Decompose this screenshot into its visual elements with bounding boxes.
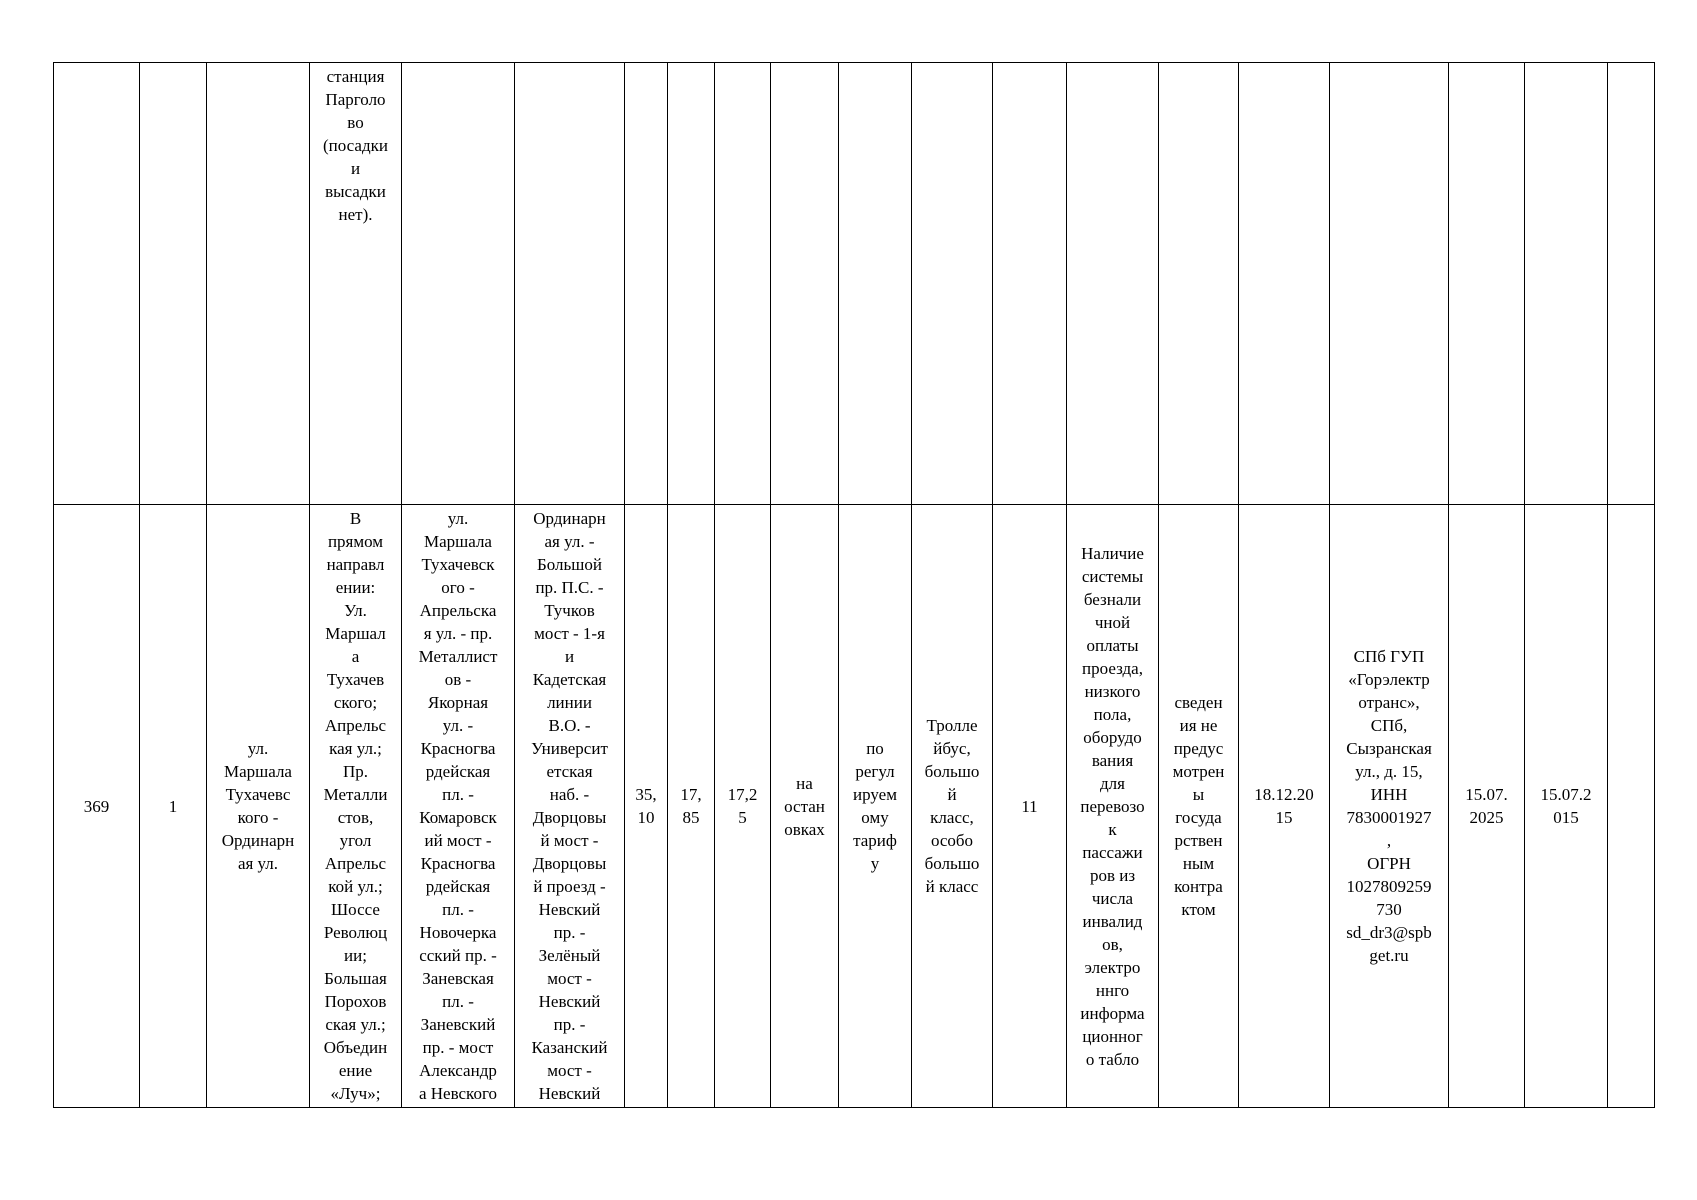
cell-text-line: Пр. (342, 762, 369, 781)
cell-text-line: ий мост - (424, 831, 492, 850)
cell-text-line: 17,2 (727, 785, 758, 804)
cell-text-line: етская (546, 762, 593, 781)
cell-text-line: угол (339, 831, 372, 850)
cell-text-line: ого - (441, 578, 475, 597)
cell-text-line: во (347, 113, 364, 132)
cell-text-line: Университ (531, 739, 608, 758)
cell-text-line: й проезд - (533, 877, 606, 896)
cell-text-line: get.ru (1369, 946, 1409, 965)
cell-text-line: ктом (1181, 900, 1216, 919)
cell-text-line: СПб, (1370, 716, 1408, 735)
cell-text-line: инвалид (1082, 911, 1143, 931)
cell-text-line: пр. - (553, 1015, 586, 1034)
cell-text-line: мост - 1-я (534, 624, 605, 643)
cell-text-line: о табло (1085, 1049, 1140, 1069)
cell-text-line: прямом (327, 532, 384, 551)
cell-row1-col15 (1159, 63, 1239, 505)
cell-vehicle-features (1067, 505, 1159, 1108)
cell-text-line: я ул. - пр. (423, 624, 493, 643)
cell-text-line: Порохов (324, 992, 387, 1011)
cell-text-line: системы (1081, 566, 1144, 586)
cell-text-line: особо (930, 831, 974, 850)
cell-row1-col6 (515, 63, 625, 505)
cell-text-line: станция (326, 67, 385, 86)
cell-text-line: Металли (323, 785, 388, 804)
cell-text-line: ов - (444, 670, 472, 689)
cell-text-line: ул. - (442, 716, 474, 735)
cell-boarding-order (771, 505, 839, 1108)
cell-text-line: ул. (247, 739, 269, 758)
cell-text-line: 369 (83, 796, 110, 816)
cell-text-line: й класс (925, 877, 979, 896)
cell-text-line: к (1108, 819, 1117, 839)
route-register-table (53, 62, 1655, 1108)
cell-length-reverse (715, 505, 771, 1108)
cell-length-total (625, 505, 668, 1108)
cell-text-line: 15 (1275, 808, 1293, 827)
cell-text-line: 11 (1021, 796, 1038, 816)
cell-text-line: пассажи (1082, 842, 1143, 862)
cell-end-date (1449, 505, 1525, 1108)
cell-text-line: ия не (1179, 716, 1218, 735)
cell-text-line: кой ул.; (328, 877, 383, 896)
cell-text-line: ская ул.; (325, 1015, 386, 1034)
cell-text-line: наб. - (549, 785, 590, 804)
cell-text-line: ов, (1102, 934, 1123, 954)
cell-text-line: Большая (324, 969, 387, 988)
cell-text-line: мост - (547, 969, 592, 988)
cell-row1-col14 (1067, 63, 1159, 505)
cell-registry-number (54, 505, 140, 1108)
cell-text-line: нет). (338, 205, 373, 224)
cell-text-line: а Невского (418, 1084, 498, 1103)
cell-text-line: 015 (1553, 808, 1579, 827)
cell-text-line: направл (326, 555, 385, 574)
cell-text-line: Маршал (325, 624, 386, 643)
cell-text-line: Новочерка (419, 923, 497, 942)
cell-text-line: 15.07.2 (1540, 785, 1592, 804)
cell-text-line: Зелёный (538, 946, 601, 965)
cell-text-line: 2025 (1469, 808, 1504, 827)
cell-vehicle-class (912, 505, 993, 1108)
cell-text-line: Заневская (422, 969, 494, 988)
cell-text-line: й мост - (540, 831, 599, 850)
cell-text-line: ров из (1089, 865, 1136, 885)
cell-text-line: по (866, 739, 884, 758)
cell-text-line: пр. П.С. - (535, 578, 604, 597)
cell-row1-col13 (993, 63, 1067, 505)
cell-text-line: проезда, (1082, 658, 1143, 678)
table-row-continuation (54, 63, 1655, 505)
cell-text-line: сведен (1174, 693, 1223, 712)
cell-text-line: на (796, 773, 813, 793)
cell-text-line: 7830001927 (1346, 808, 1432, 827)
cell-start-date (1239, 505, 1330, 1108)
cell-text-line: ируем (853, 785, 897, 804)
cell-text-line: Апрельс (324, 854, 387, 873)
cell-text-line: 15.07. (1465, 785, 1508, 804)
cell-route-name (207, 505, 310, 1108)
cell-text-line: мост - (547, 1061, 592, 1080)
cell-row1-col3 (207, 63, 310, 505)
cell-text-line: кого - (237, 808, 279, 827)
cell-text-line: предус (1173, 739, 1224, 758)
cell-text-line: большо (924, 762, 980, 781)
cell-text-line: пл. - (442, 785, 474, 804)
cell-text-line: ул., д. 15, (1355, 762, 1423, 781)
cell-text-line: числа (1091, 888, 1134, 908)
cell-text-line: 1 (168, 796, 178, 816)
cell-text-line: Кадетская (532, 670, 607, 689)
cell-text-line: электро (1084, 957, 1141, 977)
cell-text-line: Тухачевс (225, 785, 291, 804)
cell-text-line: Невский (538, 1084, 601, 1103)
cell-text-line: Объедин (323, 1038, 388, 1057)
cell-text-line: Большой (537, 555, 602, 574)
cell-text-line: пл. - (442, 900, 474, 919)
cell-row1-col9 (715, 63, 771, 505)
cell-text-line: Дворцовы (532, 854, 607, 873)
cell-text-line: мотрен (1172, 762, 1225, 781)
cell-text-line: ул. (447, 509, 469, 528)
cell-text-line: ОГРН (1367, 854, 1411, 873)
cell-carrier (1330, 505, 1449, 1108)
cell-streets-reverse (515, 505, 625, 1108)
cell-text-line: кая ул.; (329, 739, 382, 758)
cell-text-line: оборудо (1083, 727, 1142, 747)
cell-text-line: В (349, 509, 362, 528)
cell-text-line: ционног (1082, 1026, 1143, 1046)
cell-row1-col7 (625, 63, 668, 505)
cell-text-line: Шоссе (331, 900, 380, 919)
cell-text-line: sd_dr3@spb (1346, 923, 1432, 942)
cell-text-line: В.О. - (548, 716, 591, 735)
cell-row1-col5 (402, 63, 515, 505)
cell-text-line: пола, (1093, 704, 1132, 724)
cell-row1-col18 (1449, 63, 1525, 505)
cell-text-line: Сызранская (1346, 739, 1432, 758)
cell-text-line: 17, (680, 785, 702, 804)
cell-text-line: у (870, 854, 880, 873)
cell-notes (1608, 505, 1655, 1108)
cell-text-line: отранс», (1358, 693, 1420, 712)
cell-text-line: безнали (1083, 589, 1142, 609)
cell-text-line: 730 (1376, 900, 1402, 919)
cell-text-line: 35, (635, 785, 657, 804)
cell-text-line: информа (1080, 1003, 1145, 1023)
cell-text-line: оплаты (1086, 635, 1139, 655)
cell-text-line: Якорная (427, 693, 489, 712)
cell-text-line: пл. - (442, 992, 474, 1011)
cell-text-line: Металлист (418, 647, 498, 666)
cell-text-line: ИНН (1370, 785, 1408, 804)
cell-row1-stops-continued (310, 63, 402, 505)
cell-text-line: стов, (337, 808, 374, 827)
cell-row1-col2 (140, 63, 207, 505)
cell-row1-col8 (668, 63, 715, 505)
cell-text-line: Заневский (420, 1015, 496, 1034)
cell-text-line: регул (855, 762, 895, 781)
cell-text-line: ского; (333, 693, 378, 712)
cell-row1-col19 (1525, 63, 1608, 505)
cell-vehicle-count (993, 505, 1067, 1108)
cell-text-line: Невский (538, 992, 601, 1011)
cell-text-line: й (947, 785, 957, 804)
cell-streets-forward (402, 505, 515, 1108)
cell-text-line: Маршала (224, 762, 292, 781)
cell-text-line: Ординарн (221, 831, 295, 850)
cell-text-line: ая ул. - (544, 532, 595, 551)
cell-text-line: Александр (419, 1061, 497, 1080)
cell-text-line: «Горэлектр (1348, 670, 1430, 689)
cell-length-forward (668, 505, 715, 1108)
cell-text-line: Тухачевск (421, 555, 495, 574)
cell-stops-list (310, 505, 402, 1108)
cell-text-line: Апрельс (324, 716, 387, 735)
cell-text-line: 18.12.20 (1254, 785, 1314, 804)
cell-text-line: рдейская (425, 762, 491, 781)
cell-text-line: Красногва (420, 739, 496, 758)
cell-text-line: , (1386, 831, 1392, 850)
cell-text-line: тариф (853, 831, 897, 850)
cell-text-line: остан (784, 796, 825, 816)
cell-text-line: ении: (335, 578, 376, 597)
cell-text-line: Тролле (926, 716, 978, 735)
cell-text-line: линии (547, 693, 592, 712)
cell-text-line: Маршала (424, 532, 492, 551)
cell-text-line: Красногва (420, 854, 496, 873)
cell-row1-col12 (912, 63, 993, 505)
cell-text-line: (посадки (323, 136, 388, 155)
cell-text-line: ение (338, 1061, 373, 1080)
cell-text-line: 1027809259 (1346, 877, 1432, 896)
cell-text-line: овках (784, 819, 825, 839)
cell-date-issued (1525, 505, 1608, 1108)
cell-text-line: для (1100, 773, 1125, 793)
cell-text-line: ии; (344, 946, 367, 965)
cell-text-line: вания (1091, 750, 1134, 770)
cell-text-line: Наличие (1081, 543, 1144, 563)
cell-text-line: Тухачев (326, 670, 385, 689)
cell-text-line: сский пр. - (419, 946, 497, 965)
cell-text-line: ннго (1095, 980, 1130, 1000)
cell-text-line: Дворцовы (532, 808, 607, 827)
cell-row1-col10 (771, 63, 839, 505)
cell-text-line: Казанский (531, 1038, 608, 1057)
cell-contract-info (1159, 505, 1239, 1108)
cell-text-line: Апрельска (419, 601, 497, 620)
cell-text-line: «Луч»; (330, 1084, 381, 1103)
cell-text-line: высадки (325, 182, 386, 201)
cell-text-line: а (351, 647, 360, 666)
cell-text-line: перевозо (1080, 796, 1145, 816)
cell-text-line: контра (1174, 877, 1223, 896)
cell-row1-col1 (54, 63, 140, 505)
cell-row1-col17 (1330, 63, 1449, 505)
cell-text-line: 85 (682, 808, 700, 827)
cell-text-line: Комаровск (419, 808, 497, 827)
cell-row1-col16 (1239, 63, 1330, 505)
table-row-route-369 (54, 505, 1655, 1108)
cell-text-line: Парголо (325, 90, 386, 109)
cell-text-line: пр. - мост (422, 1038, 494, 1057)
cell-text-line: Ул. (344, 601, 367, 620)
cell-text-line: рствен (1174, 831, 1223, 850)
cell-text-line: ным (1182, 854, 1215, 873)
cell-text-line: йбус, (933, 739, 971, 758)
cell-text-line: Революц (323, 923, 388, 942)
cell-text-line: 10 (637, 808, 655, 827)
cell-text-line: ая ул. (237, 854, 279, 873)
cell-text-line: и (564, 647, 575, 666)
cell-text-line: 5 (738, 808, 747, 827)
cell-text-line: СПб ГУП (1353, 647, 1425, 666)
cell-text-line: рдейская (425, 877, 491, 896)
cell-route-number (140, 505, 207, 1108)
cell-text-line: Тучков (544, 601, 595, 620)
cell-text-line: чной (1094, 612, 1131, 632)
cell-text-line: Ординарн (533, 509, 606, 528)
cell-text-line: класс, (930, 808, 974, 827)
cell-text-line: Невский (538, 900, 601, 919)
cell-text-line: и (350, 159, 361, 178)
cell-transport-type (839, 505, 912, 1108)
cell-text-line: пр. - (553, 923, 586, 942)
cell-text-line: ы (1192, 785, 1205, 804)
cell-text-line: низкого (1084, 681, 1141, 701)
cell-text-line: ому (861, 808, 889, 827)
cell-text-line: большо (924, 854, 980, 873)
cell-row1-col20 (1608, 63, 1655, 505)
cell-text-line: госуда (1175, 808, 1222, 827)
cell-row1-col11 (839, 63, 912, 505)
